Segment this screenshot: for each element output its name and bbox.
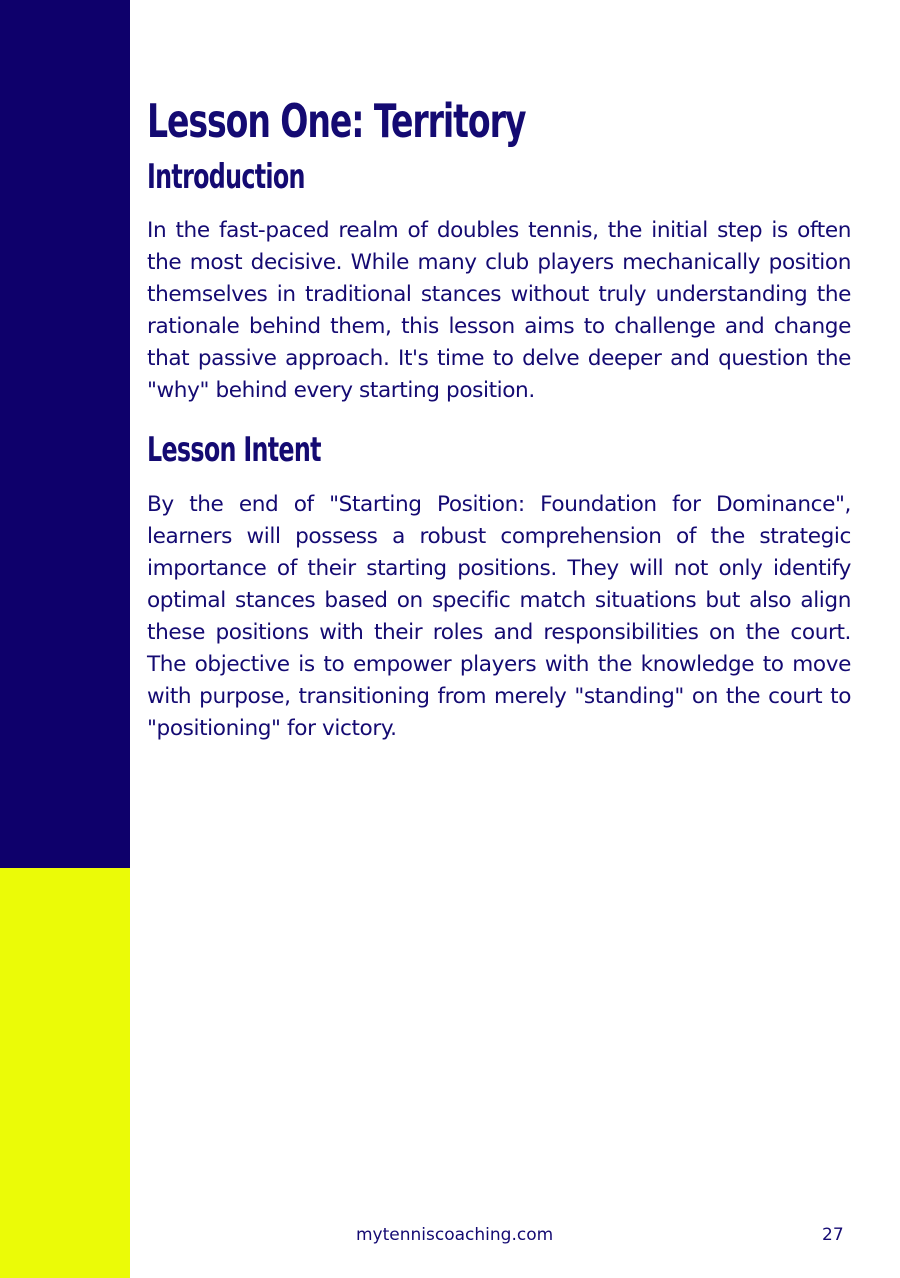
page-title: Lesson One: Territory [147,94,526,148]
footer-website: mytenniscoaching.com [356,1225,554,1245]
introduction-paragraph: In the fast-paced realm of doubles tennis, the initial step is often the most decisive. While many club players mechanically position themselves in traditional stances without truly understanding the rationale behind them, this lesson aims to challenge and change that passive approach. It's time to delve deeper and question the "why" behind every starting position. [147,218,851,403]
main-content [147,88,851,745]
sidebar-navy-band [0,0,130,868]
introduction-heading: Introduction [147,157,305,197]
footer-page-number: 27 [822,1225,844,1245]
sidebar-yellow-band [0,868,130,1278]
lesson-intent-paragraph: By the end of "Starting Position: Foundation for Dominance", learners will possess a robust comprehension of the strategic importance of their starting positions. They will not only identify optimal stances based on specific match situations but also align these positions with their roles and responsibilities on the court. The objective is to empower players with the knowledge to move with purpose, transitioning from merely "standing" on the court to "positioning" for victory. [147,492,851,741]
lesson-intent-heading: Lesson Intent [147,430,321,470]
